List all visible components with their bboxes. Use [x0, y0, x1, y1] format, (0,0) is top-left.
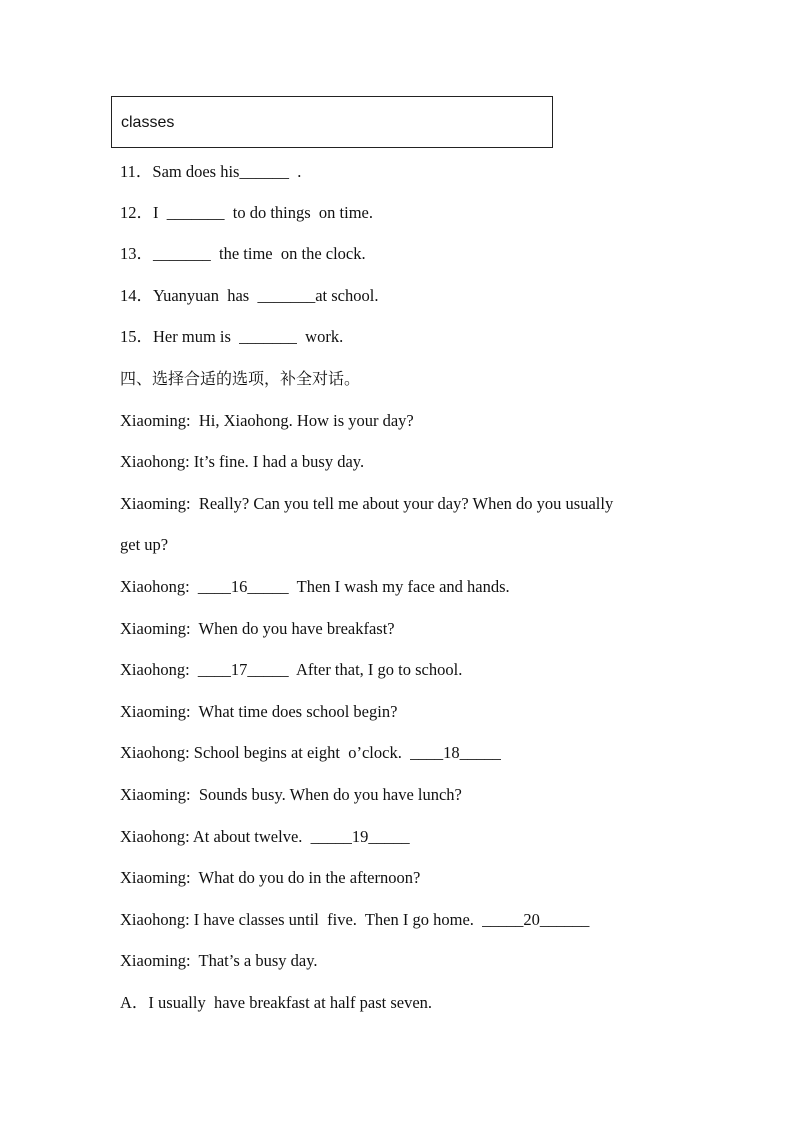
- word-bank-text: classes: [121, 114, 175, 131]
- dialogue-line: Xiaohong: School begins at eight o’clock. ____18_____: [120, 743, 501, 762]
- question-12: 12．I _______ to do things on time.: [120, 203, 373, 222]
- dialogue-line: Xiaoming: What time does school begin?: [120, 702, 398, 721]
- dialogue-line: Xiaohong: ____16_____ Then I wash my face and hands.: [120, 577, 510, 596]
- dialogue-line: Xiaohong: ____17_____ After that, I go to school.: [120, 660, 463, 679]
- word-bank-box: [111, 96, 553, 148]
- question-15: 15．Her mum is _______ work.: [120, 327, 344, 346]
- dialogue-line: Xiaoming: When do you have breakfast?: [120, 619, 395, 638]
- option-a: A．I usually have breakfast at half past seven.: [120, 993, 433, 1012]
- section-heading: 四、选择合适的选项，补全对话。: [120, 369, 361, 388]
- dialogue-line: Xiaoming: Sounds busy. When do you have lunch?: [120, 785, 462, 804]
- dialogue-line: Xiaoming: Hi, Xiaohong. How is your day?: [120, 411, 414, 430]
- dialogue-line: Xiaoming: What do you do in the afternoon?: [120, 868, 421, 887]
- dialogue-line: Xiaohong: I have classes until five. Then I go home. _____20______: [120, 910, 590, 929]
- question-13: 13．_______ the time on the clock.: [120, 244, 366, 263]
- dialogue-line: Xiaohong: At about twelve. _____19_____: [120, 827, 410, 846]
- dialogue-line: Xiaohong: It’s fine. I had a busy day.: [120, 452, 365, 471]
- question-14: 14．Yuanyuan has _______at school.: [120, 286, 379, 305]
- dialogue-line: Xiaoming: That’s a busy day.: [120, 951, 318, 970]
- dialogue-line: Xiaoming: Really? Can you tell me about your day? When do you usually: [120, 494, 614, 513]
- question-11: 11．Sam does his______ .: [120, 162, 302, 181]
- dialogue-line: get up?: [120, 535, 169, 554]
